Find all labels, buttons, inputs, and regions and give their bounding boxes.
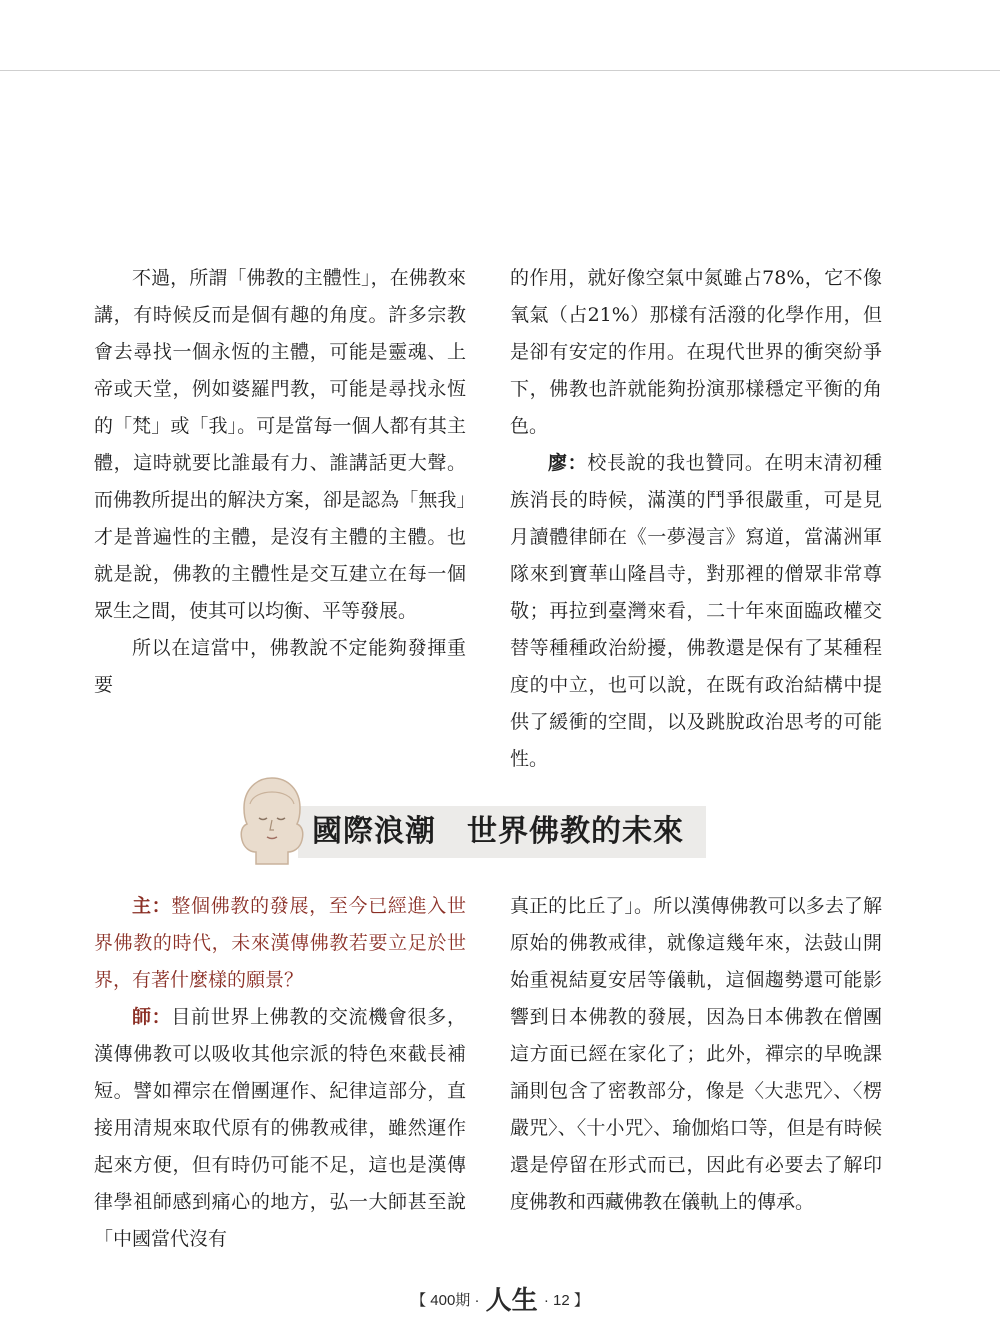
footer-bracket: 】 bbox=[573, 1292, 589, 1309]
column-1 bbox=[94, 260, 466, 704]
footer-separator: · bbox=[474, 1292, 480, 1309]
paragraph bbox=[510, 445, 882, 778]
question-paragraph bbox=[94, 888, 466, 999]
speaker-label: 主： bbox=[132, 895, 172, 917]
magazine-logo: 人生 bbox=[485, 1286, 538, 1316]
answer-paragraph bbox=[94, 999, 466, 1258]
section-title: 國際浪潮 世界佛教的未來 bbox=[312, 814, 684, 849]
page-number: 12 bbox=[553, 1292, 570, 1309]
paragraph-text: 目前世界上佛教的交流機會很多，漢傳佛教可以吸收其他宗派的特色來截長補短。譬如禪宗在僧團運作、紀律這部分，直接用清規來取代原有的佛教戒律，雖然運作起來方便，但有時仍可能不足，這也是漢傳律學祖師感到痛心的地方，弘一大師甚至說「中國當代沒有 bbox=[94, 1006, 466, 1250]
header-rule bbox=[0, 70, 1000, 71]
footer-separator: · bbox=[543, 1292, 549, 1309]
issue-number: 400期 bbox=[430, 1292, 471, 1309]
paragraph: 所以在這當中，佛教說不定能夠發揮重要 bbox=[94, 637, 466, 696]
paragraph-text: 校長說的我也贊同。在明末清初種族消長的時候，滿漢的鬥爭很嚴重，可是見月讀體律師在《一夢漫言》寫道，當滿洲軍隊來到寶華山隆昌寺，對那裡的僧眾非常尊敬；再拉到臺灣來看，二十年來面臨政權交替等種種政治紛擾，佛教還是保有了某種程度的中立，也可以說，在既有政治結構中提供了緩衝的空間，以及跳脫政治思考的可能性。 bbox=[510, 452, 882, 770]
footer-bracket: 【 bbox=[411, 1292, 427, 1309]
column-2 bbox=[510, 260, 882, 778]
paragraph-text: 整個佛教的發展，至今已經進入世界佛教的時代，未來漢傳佛教若要立足於世界，有著什麼樣的願景？ bbox=[94, 895, 466, 991]
column-3 bbox=[94, 888, 466, 1258]
paragraph: 的作用，就好像空氣中氮雖占78%，它不像氧氣（占21%）那樣有活潑的化學作用，但是卻有安定的作用。在現代世界的衝突紛爭下，佛教也許就能夠扮演那樣穩定平衡的角色。 bbox=[510, 267, 882, 437]
speaker-label: 師： bbox=[132, 1006, 172, 1028]
buddha-head-icon bbox=[226, 774, 318, 866]
speaker-label: 廖： bbox=[548, 452, 588, 474]
page-footer bbox=[0, 1280, 1000, 1317]
paragraph: 不過，所謂「佛教的主體性」，在佛教來講，有時候反而是個有趣的角度。許多宗教會去尋找一個永恆的主體，可能是靈魂、上帝或天堂，例如婆羅門教，可能是尋找永恆的「梵」或「我」。可是當每一個人都有其主體，這時就要比誰最有力、誰講話更大聲。而佛教所提出的解決方案，卻是認為「無我」才是普遍性的主體，是沒有主體的主體。也就是說，佛教的主體性是交互建立在每一個眾生之間，使其可以均衡、平等發展。 bbox=[94, 267, 466, 622]
paragraph: 真正的比丘了」。所以漢傳佛教可以多去了解原始的佛教戒律，就像這幾年來，法鼓山開始重視結夏安居等儀軌，這個趨勢還可能影響到日本佛教的發展，因為日本佛教在僧團這方面已經在家化了；此外，禪宗的早晚課誦則包含了密教部分，像是〈大悲咒〉、〈楞嚴咒〉、〈十小咒〉、瑜伽焰口等，但是有時候還是停留在形式而已，因此有必要去了解印度佛教和西藏佛教在儀軌上的傳承。 bbox=[510, 895, 882, 1213]
column-4 bbox=[510, 888, 882, 1221]
